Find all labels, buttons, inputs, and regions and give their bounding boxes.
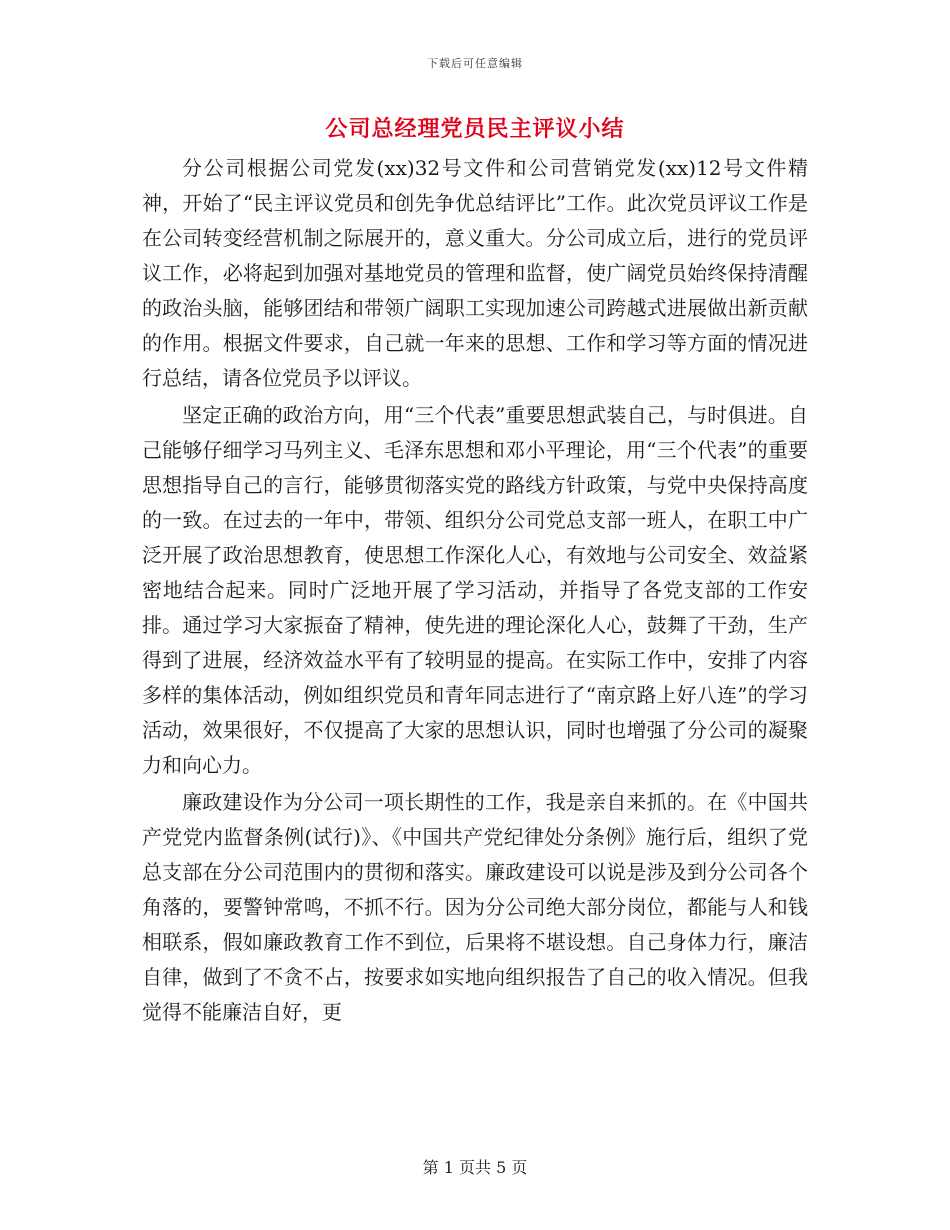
paragraph: 廉政建设作为分公司一项长期性的工作，我是亲自来抓的。在《中国共产党党内监督条例(试行)》、《中国共产党纪律处分条例》施行后，组织了党总支部在分公司范围内的贯彻和落实。廉政建设可以说是涉及到分公司各个角落的，要警钟常鸣，不抓不行。因为分公司绝大部分岗位，都能与人和钱相联系，假如廉政教育工作不到位，后果将不堪设想。自己身体力行，廉洁自律，做到了不贪不占，按要求如实地向组织报告了自己的收入情况。但我觉得不能廉洁自好，更 — [142, 790, 808, 1024]
page-title: 公司总经理党员民主评议小结 — [325, 116, 625, 142]
header-note: 下载后可任意编辑 — [427, 57, 523, 70]
page-number: 第 1 页共 5 页 — [422, 1158, 528, 1177]
paragraph: 分公司根据公司党发(xx)32号文件和公司营销党发(xx)12号文件精神，开始了“民主评议党员和创先争优总结评比”工作。此次党员评议工作是在公司转变经营机制之际展开的，意义重大。分公司成立后，进行的党员评议工作，必将起到加强对基地党员的管理和监督，使广阔党员始终保持清醒的政治头脑，能够团结和带领广阔职工实现加速公司跨越式进展做出新贡献的作用。根据文件要求，自己就一年来的思想、工作和学习等方面的情况进行总结，请各位党员予以评议。 — [142, 156, 808, 390]
document-body — [142, 151, 808, 1032]
paragraph: 坚定正确的政治方向，用“三个代表”重要思想武装自己，与时俱进。自己能够仔细学习马列主义、毛泽东思想和邓小平理论，用“三个代表”的重要思想指导自己的言行，能够贯彻落实党的路线方针政策，与党中央保持高度的一致。在过去的一年中，带领、组织分公司党总支部一班人，在职工中广泛开展了政治思想教育，使思想工作深化人心，有效地与公司安全、效益紧密地结合起来。同时广泛地开展了学习活动，并指导了各党支部的工作安排。通过学习大家振奋了精神，使先进的理论深化人心，鼓舞了干劲，生产得到了进展，经济效益水平有了较明显的提高。在实际工作中，安排了内容多样的集体活动，例如组织党员和青年同志进行了“南京路上好八连”的学习活动，效果很好，不仅提高了大家的思想认识，同时也增强了分公司的凝聚力和向心力。 — [142, 403, 808, 777]
